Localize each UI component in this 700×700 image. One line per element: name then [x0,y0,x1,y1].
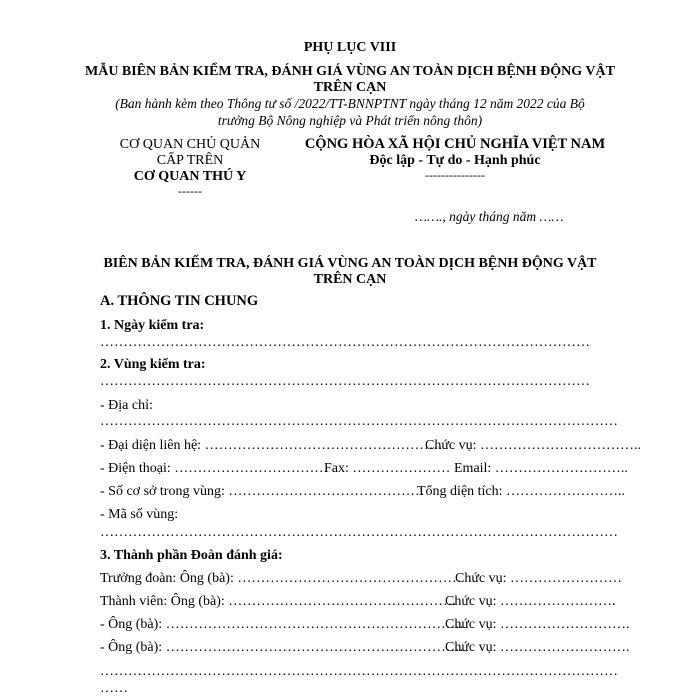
appendix-subtitle-line2: TRÊN CẠN [313,80,387,95]
fax-field: Fax: ………………… [324,461,451,476]
other-member-2-field: - Ông (bà): ………………………………………………………. [100,640,464,655]
facility-count-field: - Số cơ sở trong vùng: …………………………………… [100,484,425,499]
team-leader-field: Trưởng đoàn: Ông (bà): ………………………………………… [100,571,462,586]
other-member-2-position: Chức vụ: ………………………. [445,640,630,655]
email-field: Email: ……………………….. [454,461,628,476]
motto: Độc lập - Tự do - Hạnh phúc [369,153,541,168]
team-leader-position: Chức vụ: …………………… [455,571,623,586]
zone-code-fill: ………………………………………………………………………………………………… [100,525,618,540]
other-member-1-position: Chức vụ: ………………………. [445,617,630,632]
date-line: ……., ngày tháng năm …… [415,209,564,224]
phone-field: - Điện thoại: …………………………… [100,461,329,476]
veterinary-agency: CƠ QUAN THÚ Y [133,169,247,184]
appendix-subtitle-line1: MẪU BIÊN BẢN KIỂM TRA, ĐÁNH GIÁ VÙNG AN TOÀN DỊCH BỆNH ĐỘNG VẬT [85,64,615,79]
left-underline: ------ [178,184,202,198]
team-member-field: Thành viên: Ông (bà): …………………………………………. [100,594,456,609]
section-a-heading: A. THÔNG TIN CHUNG [100,293,259,309]
item1-label: 1. Ngày kiểm tra: [100,318,205,333]
continuation-fill: ………………………………………………………………………………………………… [100,664,618,679]
total-area-field: Tổng diện tích: …………………….. [417,484,626,499]
continuation-fill-end: …… [100,681,128,696]
item2-label: 2. Vùng kiểm tra: [100,357,206,372]
agency-parent-line1: CƠ QUAN CHỦ QUẢN [119,137,261,152]
team-member-position: Chức vụ: ……………………. [445,594,616,609]
item3-label: 3. Thành phần Đoàn đánh giá: [100,548,283,563]
doc-title-line2: TRÊN CẠN [313,272,387,287]
address-label: - Địa chỉ: [100,398,153,413]
item2-fill: …………………………………………………………………………………………… [100,374,590,389]
other-member-1-field: - Ông (bà): ………………………………………………………. [100,617,464,632]
doc-title-line1: BIÊN BẢN KIỂM TRA, ĐÁNH GIÁ VÙNG AN TOÀN DỊCH BỆNH ĐỘNG VẬT [103,256,597,271]
issued-line1: (Ban hành kèm theo Thông tư số /2022/TT-BNNPTNT ngày tháng 12 năm 2022 của Bộ [115,96,585,111]
contact-rep-field: - Đại diện liên hệ: …………………………………………… [100,438,443,453]
agency-parent-line2: CẤP TRÊN [156,153,224,168]
item1-fill: …………………………………………………………………………………………… [100,335,590,350]
republic-title: CỘNG HÒA XÃ HỘI CHỦ NGHĨA VIỆT NAM [304,136,606,152]
address-fill: ………………………………………………………………………………………………… [100,414,618,429]
contact-position-field: Chức vụ: …………………………….. [425,438,642,453]
appendix-title: PHỤ LỤC VIII [303,40,397,55]
right-underline: --------------- [425,168,485,182]
issued-line2: trưởng Bộ Nông nghiệp và Phát triển nông thôn) [217,113,483,128]
zone-code-label: - Mã số vùng: [100,507,179,522]
